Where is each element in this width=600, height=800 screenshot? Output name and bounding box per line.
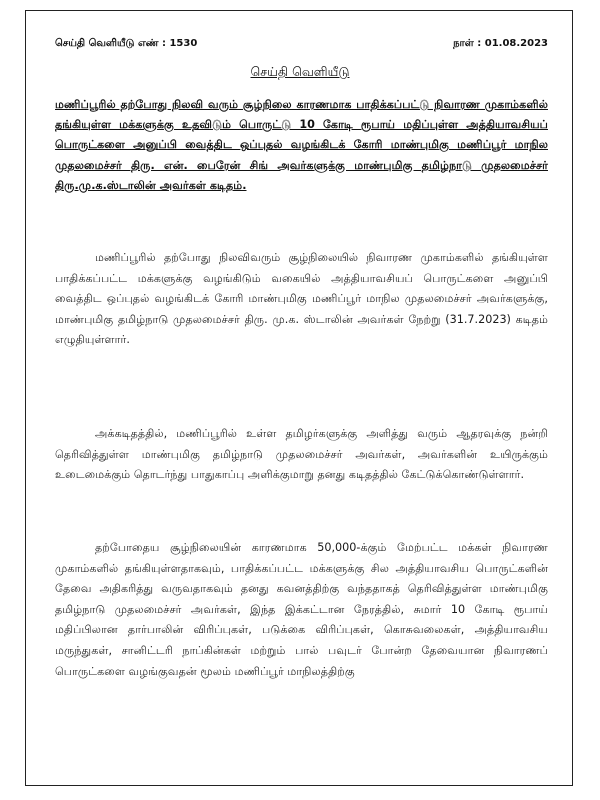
body-paragraph-2: அக்கடிதத்தில், மணிப்பூரில் உள்ள தமிழர்களுக்கு அளித்து வரும் ஆதரவுக்கு நன்றி தெரிவித்துள்ள மாண்புமிகு தமிழ்நாடு முதலமைச்சர் அவர்கள், அவர்களின் உயிருக்கும் உடைமைக்கும் தொடர்ந்து பாதுகாப்பு அளிக்குமாறு தனது கடிதத்தில் கேட்டுக்கொண்டுள்ளார்.	[55, 427, 548, 482]
document-heading: மணிப்பூரில் தற்போது நிலவி வரும் சூழ்நிலை காரணமாக பாதிக்கப்பட்டு நிவாரண முகாம்களில் தங்கியுள்ள மக்களுக்கு உதவிடும் பொருட்டு 10 கோடி ரூபாய் மதிப்புள்ள அத்தியாவசியப் பொருட்களை அனுப்பி வைத்திட ஒப்புதல் வழங்கிடக் கோரி மாண்புமிகு மணிப்பூர் மாநில முதலமைச்சர் திரு. என். பைரேன் சிங் அவர்களுக்கு மாண்புமிகு தமிழ்நாடு முதலமைச்சர் திரு.மு.க.ஸ்டாலின் அவர்கள் கடிதம்.	[55, 98, 548, 192]
release-date: நாள் : 01.08.2023	[453, 38, 548, 49]
press-release-number: செய்தி வெளியீடு எண் : 1530	[55, 38, 198, 49]
document-meta-row	[55, 38, 548, 50]
document-title: செய்தி வெளியீடு	[250, 64, 350, 79]
body-paragraph-3: தற்போதைய சூழ்நிலையின் காரணமாக 50,000-க்கும் மேற்பட்ட மக்கள் நிவாரண முகாம்களில் தங்கியுள்ளதாகவும், பாதிக்கப்பட்ட மக்களுக்கு சில அத்தியாவசிய பொருட்களின் தேவை அதிகரித்து வருவதாகவும் தனது கவனத்திற்கு வந்ததாகத் தெரிவித்துள்ள மாண்புமிகு தமிழ்நாடு முதலமைச்சர் அவர்கள், இந்த இக்கட்டான நேரத்தில், சுமார் 10 கோடி ரூபாய் மதிப்பிலான தார்பாலின் விரிப்புகள், படுக்கை விரிப்புகள், கொசுவலைகள், அத்தியாவசிய மருந்துகள், சானிட்டரி நாப்கின்கள் மற்றும் பால் பவுடர் போன்ற தேவையான நிவாரணப் பொருட்களை வழங்குவதன் மூலம் மணிப்பூர் மாநிலத்திற்கு	[55, 541, 548, 678]
body-paragraph-1: மணிப்பூரில் தற்போது நிலவிவரும் சூழ்நிலையில் நிவாரண முகாம்களில் தங்கியுள்ள பாதிக்கப்பட்ட மக்களுக்கு வழங்கிடும் வகையில் அத்தியாவசியப் பொருட்களை அனுப்பி வைத்திட ஒப்புதல் வழங்கிடக் கோரி மாண்புமிகு மணிப்பூர் மாநில முதலமைச்சர் அவர்களுக்கு, மாண்புமிகு தமிழ்நாடு முதலமைச்சர் திரு. மு.க. ஸ்டாலின் அவர்கள் நேற்று (31.7.2023) கடிதம் எழுதியுள்ளார்.	[55, 251, 548, 347]
